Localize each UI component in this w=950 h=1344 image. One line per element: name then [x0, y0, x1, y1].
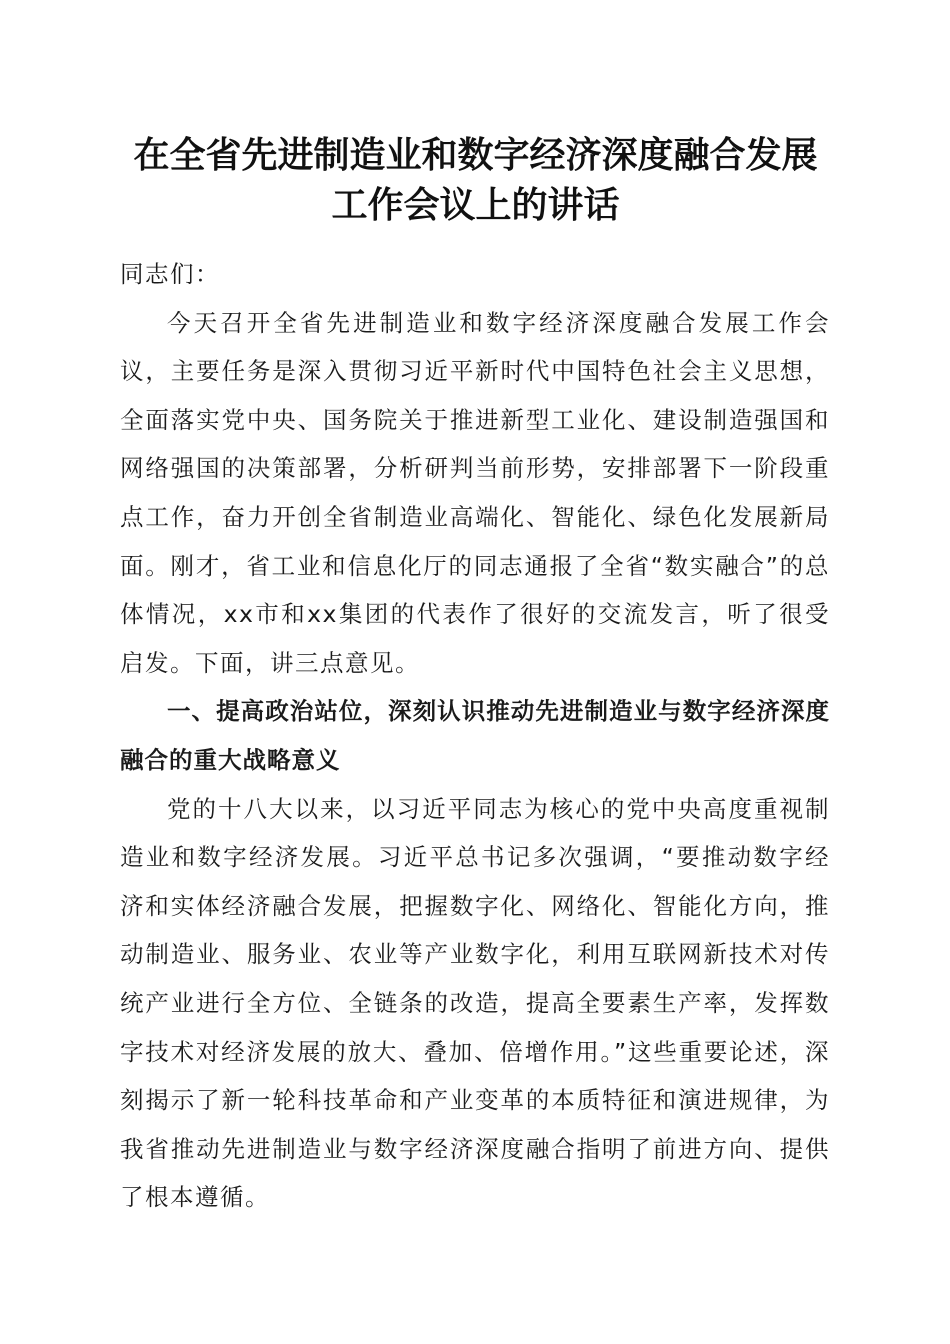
section-heading-1: 一、提高政治站位，深刻认识推动先进制造业与数字经济深度融合的重大战略意义: [120, 697, 830, 774]
paragraph-section-1: 党的十八大以来，以习近平同志为核心的党中央高度重视制造业和数字经济发展。习近平总书记多次强调，“要推动数字经济和实体经济融合发展，把握数字化、网络化、智能化方向，推动制造业、服务业、农业等产业数字化，利用互联网新技术对传统产业进行全方位、全链条的改造，提高全要素生产率，发挥数字技术对经济发展的放大、叠加、倍增作用。”这些重要论述，深刻揭示了新一轮科技革命和产业变革的本质特征和演进规律，为我省推动先进制造业与数字经济深度融合指明了前进方向、提供了根本遵循。: [120, 794, 830, 1212]
document-body: [120, 250, 830, 1222]
salutation: 同志们：: [120, 260, 220, 288]
document-title: 在全省先进制造业和数字经济深度融合发展工作会议上的讲话: [133, 134, 818, 226]
paragraph-intro: 今天召开全省先进制造业和数字经济深度融合发展工作会议，主要任务是深入贯彻习近平新时代中国特色社会主义思想，全面落实党中央、国务院关于推进新型工业化、建设制造强国和网络强国的决策部署，分析研判当前形势，安排部署下一阶段重点工作，奋力开创全省制造业高端化、智能化、绿色化发展新局面。刚才，省工业和信息化厅的同志通报了全省“数实融合”的总体情况，xx市和xx集团的代表作了很好的交流发言，听了很受启发。下面，讲三点意见。: [120, 308, 830, 677]
